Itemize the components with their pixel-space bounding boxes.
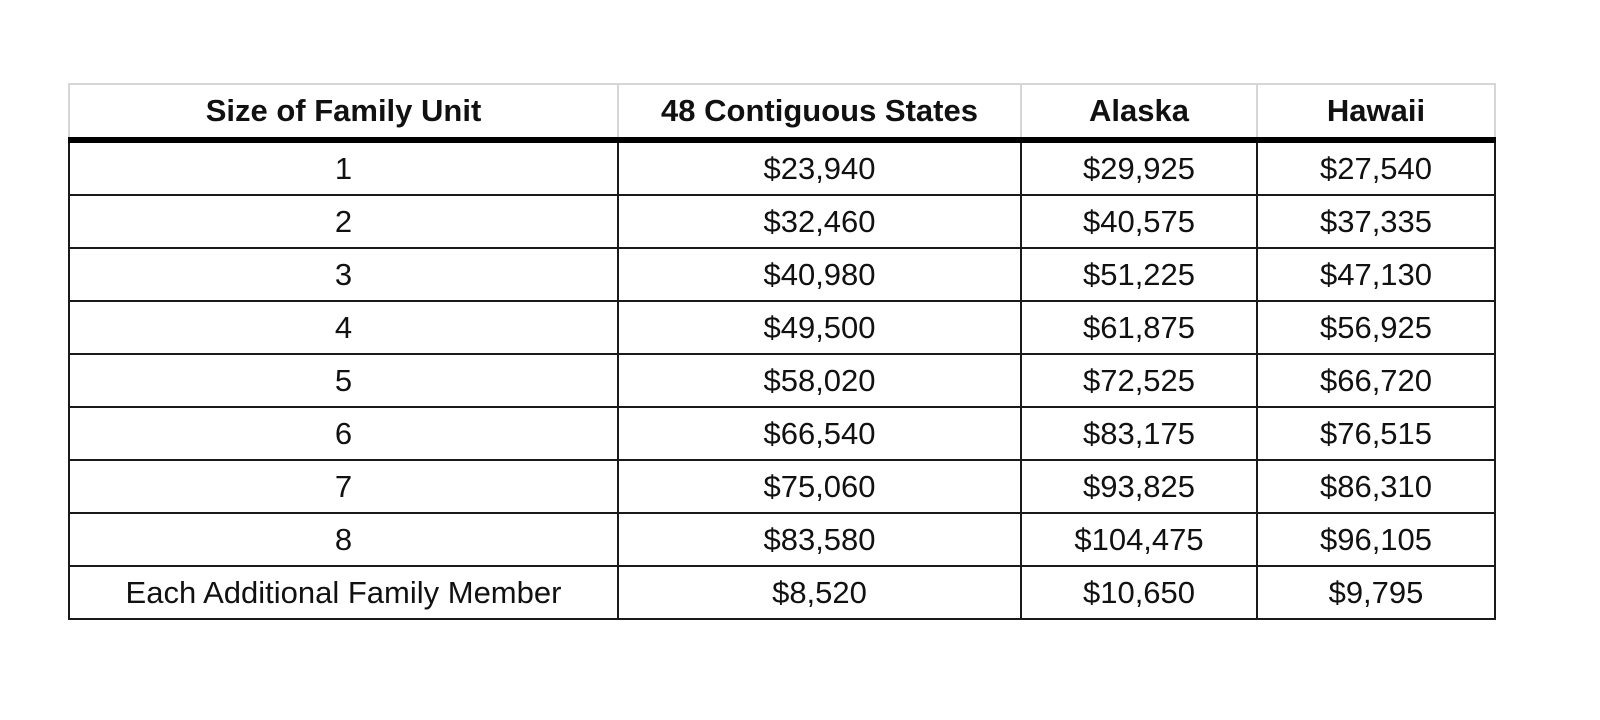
cell-family-size: 5 (69, 354, 618, 407)
cell-alaska: $93,825 (1021, 460, 1257, 513)
cell-hawaii: $27,540 (1257, 140, 1495, 195)
header-family-size: Size of Family Unit (69, 84, 618, 140)
cell-family-size: 2 (69, 195, 618, 248)
table-row (69, 248, 1495, 301)
table-row (69, 140, 1495, 195)
cell-alaska: $40,575 (1021, 195, 1257, 248)
cell-contiguous: $23,940 (618, 140, 1021, 195)
cell-family-size: 4 (69, 301, 618, 354)
cell-hawaii: $37,335 (1257, 195, 1495, 248)
cell-alaska: $72,525 (1021, 354, 1257, 407)
cell-hawaii: $47,130 (1257, 248, 1495, 301)
cell-alaska: $61,875 (1021, 301, 1257, 354)
table-row (69, 354, 1495, 407)
table-row (69, 301, 1495, 354)
cell-alaska: $83,175 (1021, 407, 1257, 460)
cell-contiguous: $66,540 (618, 407, 1021, 460)
table-row-additional-member (69, 566, 1495, 619)
cell-hawaii: $66,720 (1257, 354, 1495, 407)
cell-alaska: $10,650 (1021, 566, 1257, 619)
cell-contiguous: $83,580 (618, 513, 1021, 566)
cell-alaska: $104,475 (1021, 513, 1257, 566)
table-row (69, 407, 1495, 460)
cell-contiguous: $49,500 (618, 301, 1021, 354)
income-guidelines-table (68, 83, 1496, 620)
cell-hawaii: $76,515 (1257, 407, 1495, 460)
cell-hawaii: $9,795 (1257, 566, 1495, 619)
cell-family-size: 8 (69, 513, 618, 566)
header-contiguous-states: 48 Contiguous States (618, 84, 1021, 140)
cell-contiguous: $75,060 (618, 460, 1021, 513)
table-row (69, 195, 1495, 248)
cell-contiguous: $40,980 (618, 248, 1021, 301)
cell-hawaii: $96,105 (1257, 513, 1495, 566)
header-alaska: Alaska (1021, 84, 1257, 140)
header-row (69, 84, 1495, 140)
table-row (69, 460, 1495, 513)
cell-hawaii: $56,925 (1257, 301, 1495, 354)
table-row (69, 513, 1495, 566)
cell-family-size: 6 (69, 407, 618, 460)
cell-family-size: Each Additional Family Member (69, 566, 618, 619)
header-hawaii: Hawaii (1257, 84, 1495, 140)
cell-hawaii: $86,310 (1257, 460, 1495, 513)
cell-family-size: 7 (69, 460, 618, 513)
cell-contiguous: $8,520 (618, 566, 1021, 619)
cell-contiguous: $32,460 (618, 195, 1021, 248)
cell-family-size: 3 (69, 248, 618, 301)
cell-alaska: $51,225 (1021, 248, 1257, 301)
cell-family-size: 1 (69, 140, 618, 195)
cell-contiguous: $58,020 (618, 354, 1021, 407)
cell-alaska: $29,925 (1021, 140, 1257, 195)
